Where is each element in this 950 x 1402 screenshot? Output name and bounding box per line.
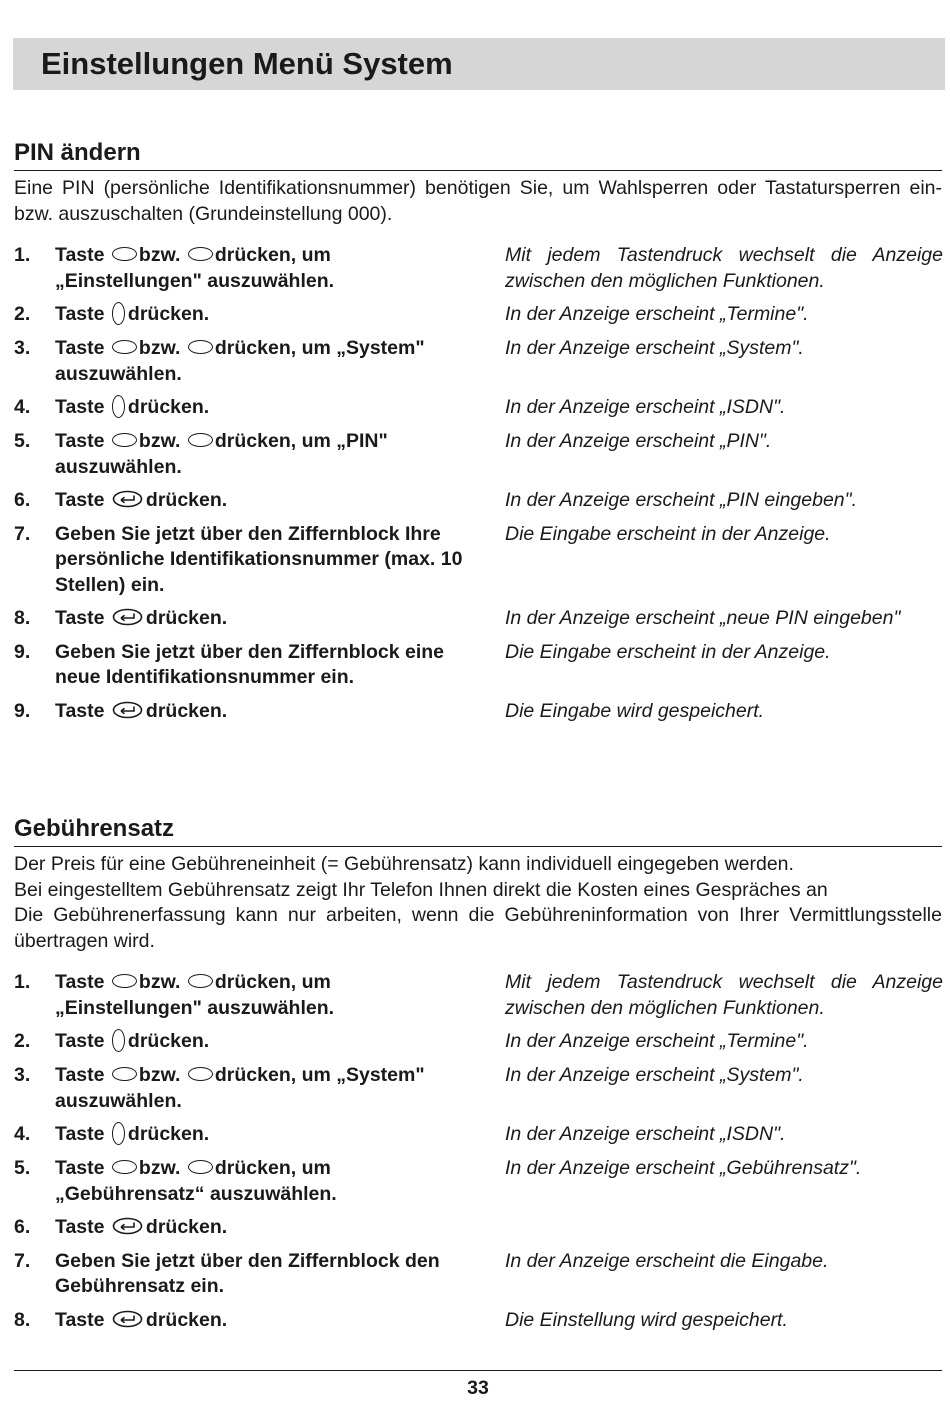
- step-number: 4.: [14, 1123, 31, 1145]
- step-row: [14, 1122, 942, 1148]
- step-row: [14, 395, 942, 421]
- step-row: [14, 640, 942, 691]
- step-result: In der Anzeige erscheint „Termine".: [505, 303, 809, 325]
- instruction-text: drücken, um „System" auszuwählen.: [55, 1064, 425, 1112]
- step-number: 6.: [14, 1216, 31, 1238]
- intro-paragraph: Bei eingestelltem Gebührensatz zeigt Ihr Telefon Ihnen direkt die Kosten eines Gespräches an: [14, 878, 828, 901]
- oval-key-icon: [188, 1160, 213, 1174]
- step-list: [14, 970, 942, 1333]
- step-number: 7.: [14, 1249, 31, 1272]
- instruction-text: Taste: [55, 1123, 105, 1146]
- oval-key-icon: [188, 1067, 213, 1081]
- step-result: In der Anzeige erscheint „System".: [505, 1064, 804, 1086]
- instruction-text: Geben Sie jetzt über den Ziffernblock Ihre persönliche Identifikationsnummer (max. 10 Stellen) ein.: [55, 522, 463, 596]
- instruction-text: drücken, um „Einstellungen" auszuwählen.: [55, 244, 335, 292]
- step-instruction: [55, 970, 480, 1021]
- step-result: Mit jedem Tastendruck wechselt die Anzeige zwischen den möglichen Funktionen.: [505, 244, 943, 292]
- step-instruction: [55, 1249, 480, 1300]
- oval-key-icon: [188, 247, 213, 261]
- step-row: [14, 302, 942, 328]
- step-number: 7.: [14, 522, 31, 545]
- instruction-text: Taste: [55, 1064, 105, 1086]
- instruction-text: Taste: [55, 489, 105, 511]
- instruction-text: drücken.: [145, 607, 228, 629]
- step-instruction: [55, 1215, 480, 1241]
- enter-key-icon: [112, 1217, 143, 1235]
- step-row: [14, 606, 942, 632]
- step-row: [14, 488, 942, 514]
- step-number: 9.: [14, 699, 31, 722]
- step-result: In der Anzeige erscheint „Gebührensatz".: [505, 1157, 862, 1179]
- step-result: In der Anzeige erscheint „ISDN".: [505, 396, 786, 418]
- instruction-text: bzw.: [138, 1157, 181, 1179]
- intro-paragraph: Eine PIN (persönliche Identifikationsnummer) benötigen Sie, um Wahlsperren oder Tastatursperren ein- bzw. auszuschalten (Grundeinstellung 000).: [14, 177, 942, 225]
- step-instruction: [55, 640, 480, 691]
- step-result: In der Anzeige erscheint „System".: [505, 337, 804, 359]
- enter-key-icon: [112, 490, 143, 508]
- step-row: [14, 243, 942, 294]
- instruction-text: drücken.: [127, 396, 210, 419]
- instruction-text: Taste: [55, 971, 105, 993]
- instruction-text: Taste: [55, 430, 105, 452]
- instruction-text: drücken.: [127, 303, 210, 326]
- step-result: In der Anzeige erscheint die Eingabe.: [505, 1249, 829, 1272]
- instruction-text: Geben Sie jetzt über den Ziffernblock den Gebührensatz ein.: [55, 1249, 440, 1297]
- step-number: 1.: [14, 971, 31, 993]
- tall-key-icon: [112, 1122, 125, 1145]
- step-number: 2.: [14, 1030, 31, 1052]
- step-instruction: [55, 1029, 480, 1055]
- step-row: [14, 522, 942, 599]
- step-instruction: [55, 488, 480, 514]
- oval-key-icon: [112, 433, 137, 447]
- instruction-text: drücken.: [145, 1216, 228, 1238]
- instruction-text: Taste: [55, 1216, 105, 1238]
- step-number: 3.: [14, 1064, 31, 1086]
- instruction-text: drücken.: [127, 1123, 210, 1146]
- oval-key-icon: [112, 1067, 137, 1081]
- intro-paragraph: Die Gebührenerfassung kann nur arbeiten, wenn die Gebühreninformation von Ihrer Vermittlungsstelle übertragen wird.: [14, 904, 942, 952]
- step-row: [14, 970, 942, 1021]
- step-row: [14, 1215, 942, 1241]
- instruction-text: Taste: [55, 699, 105, 722]
- oval-key-icon: [112, 974, 137, 988]
- step-number: 5.: [14, 1157, 31, 1179]
- oval-key-icon: [112, 1160, 137, 1174]
- instruction-text: drücken.: [145, 489, 228, 511]
- step-instruction: [55, 336, 480, 387]
- oval-key-icon: [188, 433, 213, 447]
- oval-key-icon: [112, 340, 137, 354]
- instruction-text: Taste: [55, 607, 105, 629]
- step-instruction: [55, 1308, 480, 1334]
- oval-key-icon: [112, 247, 137, 261]
- instruction-text: Taste: [55, 1030, 105, 1053]
- page-number: 33: [467, 1377, 489, 1399]
- section-intro: [14, 176, 942, 227]
- step-row: [14, 429, 942, 480]
- instruction-text: Taste: [55, 244, 105, 266]
- enter-key-icon: [112, 608, 143, 626]
- step-number: 5.: [14, 430, 31, 452]
- step-instruction: [55, 699, 480, 725]
- step-number: 8.: [14, 607, 31, 629]
- step-instruction: [55, 1122, 480, 1148]
- step-instruction: [55, 606, 480, 632]
- step-result: Die Eingabe wird gespeichert.: [505, 699, 765, 722]
- instruction-text: Geben Sie jetzt über den Ziffernblock eine neue Identifikationsnummer ein.: [55, 640, 444, 688]
- step-instruction: [55, 243, 480, 294]
- oval-key-icon: [188, 340, 213, 354]
- instruction-text: bzw.: [138, 337, 181, 359]
- step-result: Die Eingabe erscheint in der Anzeige.: [505, 640, 831, 663]
- step-result: Mit jedem Tastendruck wechselt die Anzeige zwischen den möglichen Funktionen.: [505, 971, 943, 1019]
- tall-key-icon: [112, 1029, 125, 1052]
- step-number: 3.: [14, 337, 31, 359]
- step-number: 4.: [14, 396, 31, 418]
- step-number: 1.: [14, 244, 31, 266]
- step-row: [14, 1063, 942, 1114]
- page-title: Einstellungen Menü System: [41, 46, 453, 81]
- step-row: [14, 1249, 942, 1300]
- instruction-text: drücken.: [145, 1308, 228, 1331]
- step-number: 8.: [14, 1308, 31, 1331]
- step-row: [14, 699, 942, 725]
- step-instruction: [55, 1063, 480, 1114]
- step-instruction: [55, 302, 480, 328]
- enter-key-icon: [112, 1310, 143, 1328]
- step-instruction: [55, 522, 480, 599]
- step-instruction: [55, 1156, 480, 1207]
- instruction-text: Taste: [55, 396, 105, 419]
- page-footer: [14, 1370, 942, 1400]
- intro-paragraph: Der Preis für eine Gebühreneinheit (= Gebührensatz) kann individuell eingegeben werden.: [14, 853, 794, 875]
- instruction-text: Taste: [55, 1157, 105, 1179]
- oval-key-icon: [188, 974, 213, 988]
- tall-key-icon: [112, 395, 125, 418]
- step-row: [14, 1156, 942, 1207]
- section-title: Gebührensatz: [14, 814, 942, 847]
- section-title: PIN ändern: [14, 138, 942, 171]
- step-result: In der Anzeige erscheint „ISDN".: [505, 1123, 786, 1145]
- instruction-text: drücken.: [145, 699, 228, 722]
- step-result: Die Einstellung wird gespeichert.: [505, 1308, 788, 1331]
- instruction-text: bzw.: [138, 244, 181, 266]
- step-number: 6.: [14, 489, 31, 511]
- step-result: In der Anzeige erscheint „PIN".: [505, 430, 772, 452]
- instruction-text: bzw.: [138, 1064, 181, 1086]
- step-row: [14, 336, 942, 387]
- step-row: [14, 1029, 942, 1055]
- section-gebuehrensatz: [14, 814, 942, 1341]
- instruction-text: drücken, um „PIN" auszuwählen.: [55, 430, 388, 478]
- step-result: In der Anzeige erscheint „neue PIN eingeben": [505, 607, 901, 629]
- step-number: 9.: [14, 640, 31, 663]
- instruction-text: bzw.: [138, 971, 181, 993]
- step-instruction: [55, 429, 480, 480]
- instruction-text: Taste: [55, 1308, 105, 1331]
- step-result: In der Anzeige erscheint „PIN eingeben".: [505, 489, 857, 511]
- instruction-text: drücken, um „System" auszuwählen.: [55, 337, 425, 385]
- step-row: [14, 1308, 942, 1334]
- step-instruction: [55, 395, 480, 421]
- instruction-text: Taste: [55, 337, 105, 359]
- step-list: [14, 243, 942, 724]
- page-header: [13, 38, 945, 90]
- section-pin-aendern: [14, 138, 942, 732]
- step-result: Die Eingabe erscheint in der Anzeige.: [505, 522, 831, 545]
- instruction-text: drücken.: [127, 1030, 210, 1053]
- step-number: 2.: [14, 303, 31, 325]
- step-result: In der Anzeige erscheint „Termine".: [505, 1030, 809, 1052]
- tall-key-icon: [112, 302, 125, 325]
- section-intro: [14, 852, 942, 954]
- instruction-text: bzw.: [138, 430, 181, 452]
- instruction-text: drücken, um „Einstellungen" auszuwählen.: [55, 971, 335, 1019]
- instruction-text: drücken, um „Gebührensatz“ auszuwählen.: [55, 1157, 337, 1205]
- enter-key-icon: [112, 701, 143, 719]
- instruction-text: Taste: [55, 303, 105, 326]
